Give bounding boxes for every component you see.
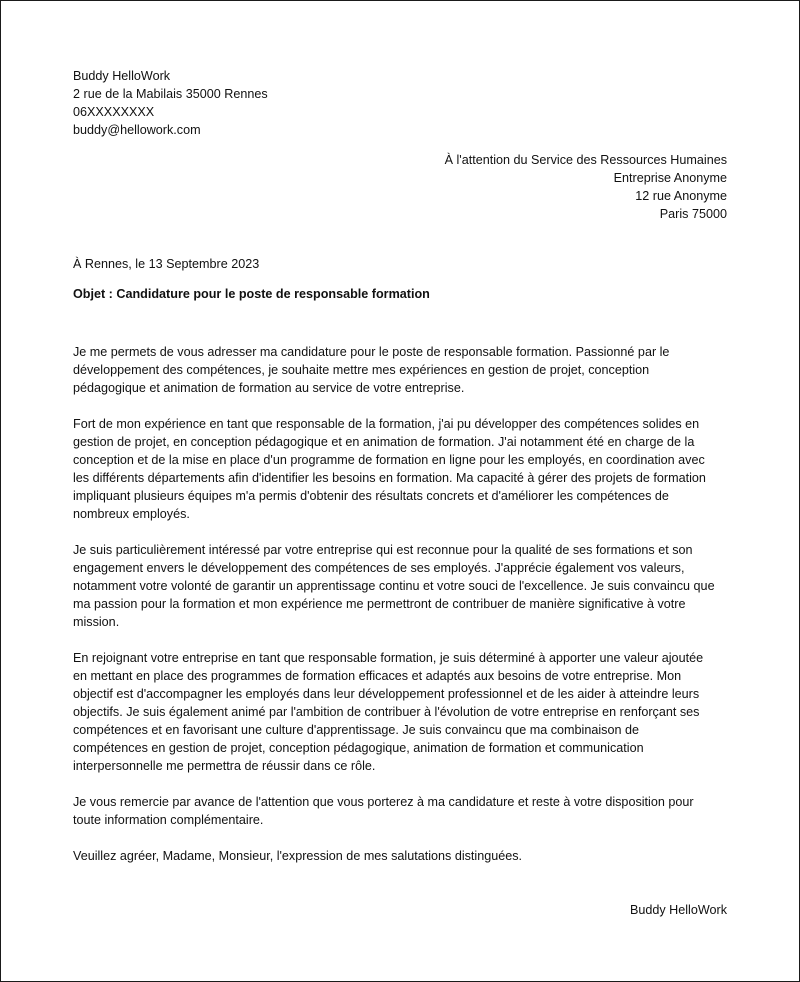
paragraph-line: gestion de projet, en conception pédagogique et en animation de formation. J'ai notamment été en charge de la <box>73 435 695 449</box>
sender-address: 2 rue de la Mabilais 35000 Rennes <box>73 87 268 101</box>
sender-phone: 06XXXXXXXX <box>73 105 155 119</box>
subject-line: Objet : Candidature pour le poste de responsable formation <box>73 287 430 301</box>
paragraph-line: en mettant en place des programmes de formation efficaces et adaptés aux besoins de votre entreprise. Mon <box>73 669 682 683</box>
paragraph-line: compétences et en favorisant une culture d'apprentissage. Je suis convaincu que ma combinaison de <box>73 723 639 737</box>
paragraph-line: objectif est d'accompagner les employés dans leur développement professionnel et de les aider à atteindre leurs <box>73 687 700 701</box>
paragraph-line: En rejoignant votre entreprise en tant que responsable formation, je suis déterminé à apporter une valeur ajoutée <box>73 651 704 665</box>
paragraph-line: ma passion pour la formation et mon expérience me permettront de contribuer de manière significative à votre <box>73 597 686 611</box>
paragraph-line: interpersonnelle me permettra de réussir dans ce rôle. <box>73 759 376 773</box>
paragraph-line: pédagogique et animation de formation au service de votre entreprise. <box>73 381 465 395</box>
paragraph-line: toute information complémentaire. <box>73 813 264 827</box>
paragraph-line: notamment votre volonté de garantir un apprentissage continu et votre souci de l'excellence. Je suis convaincu que <box>73 579 715 593</box>
recipient-city: Paris 75000 <box>659 207 727 221</box>
signature: Buddy HelloWork <box>629 903 727 917</box>
paragraph-line: compétences en gestion de projet, conception pédagogique, animation de formation et communication <box>73 741 644 755</box>
paragraph-line: nombreux employés. <box>73 507 190 521</box>
paragraph-6 <box>73 847 733 865</box>
paragraph-line: conception et de la mise en place d'un programme de formation en ligne pour les employés, en coordination avec <box>73 453 705 467</box>
paragraph-line: impliquant plusieurs équipes m'a permis d'obtenir des résultats concrets et d'améliorer les compétences de <box>73 489 669 503</box>
paragraph-line: Fort de mon expérience en tant que responsable de la formation, j'ai pu développer des compétences solides en <box>73 417 700 431</box>
paragraph-line: Je vous remercie par avance de l'attention que vous porterez à ma candidature et reste à votre disposition pour <box>73 795 694 809</box>
paragraph-line: Je suis particulièrement intéressé par votre entreprise qui est reconnue pour la qualité de ses formations et son <box>73 543 693 557</box>
paragraph-2 <box>73 415 733 523</box>
paragraph-line: Je me permets de vous adresser ma candidature pour le poste de responsable formation. Passionné par le <box>73 345 670 359</box>
recipient-attention: À l'attention du Service des Ressources Humaines <box>444 153 727 167</box>
paragraph-line: objectifs. Je suis également animé par l'ambition de contribuer à l'évolution de votre entreprise en renforçant ses <box>73 705 700 719</box>
paragraph-3 <box>73 541 733 631</box>
paragraph-4 <box>73 649 733 775</box>
sender-email: buddy@hellowork.com <box>73 123 201 137</box>
recipient-street: 12 rue Anonyme <box>635 189 727 203</box>
paragraph-line: les différents départements afin d'identifier les besoins en formation. Ma capacité à gérer des projets de formation <box>73 471 706 485</box>
paragraph-line: Veuillez agréer, Madame, Monsieur, l'expression de mes salutations distinguées. <box>73 849 523 863</box>
sender-name: Buddy HelloWork <box>73 69 171 83</box>
recipient-company: Entreprise Anonyme <box>613 171 727 185</box>
paragraph-line: mission. <box>73 615 120 629</box>
paragraph-line: développement des compétences, je souhaite mettre mes expériences en gestion de projet, conception <box>73 363 650 377</box>
date-line: À Rennes, le 13 Septembre 2023 <box>73 257 260 271</box>
paragraph-5 <box>73 793 733 829</box>
paragraph-line: engagement envers le développement des compétences de ses employés. J'apprécie également vos valeurs, <box>73 561 685 575</box>
paragraph-1 <box>73 343 733 397</box>
